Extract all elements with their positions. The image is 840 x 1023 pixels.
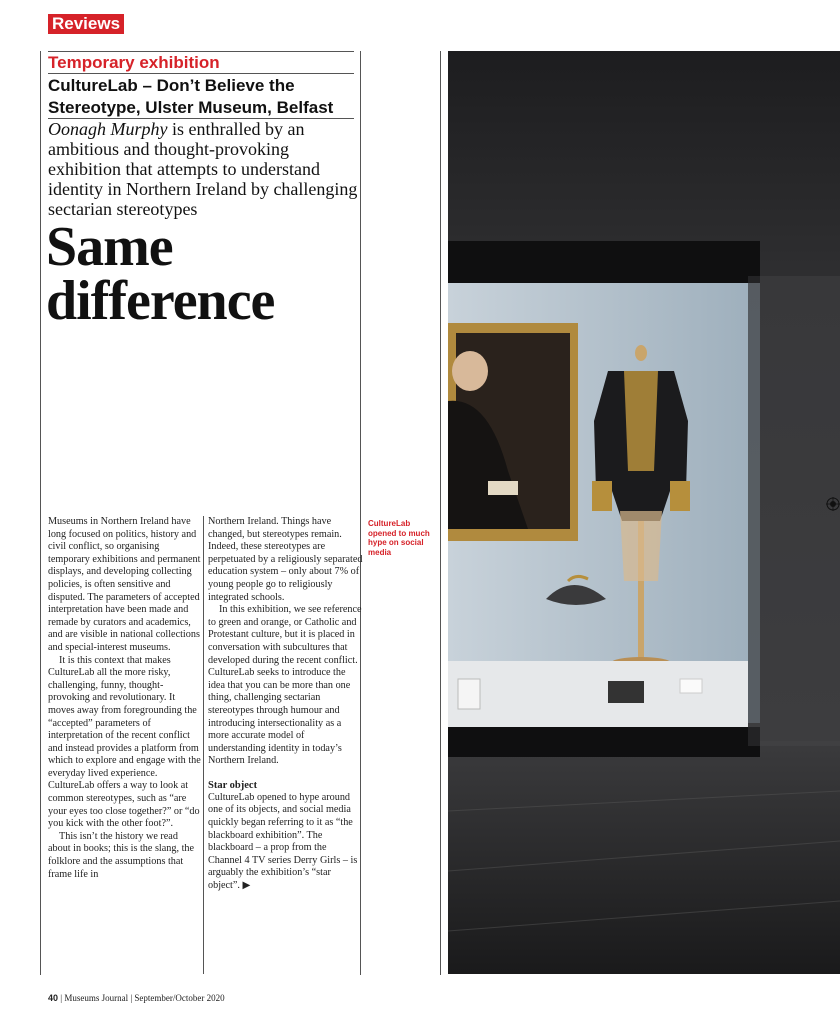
body-paragraph: Museums in Northern Ireland have long focused on politics, history and civil conflict, so organising temporary exhibitions and permanent displays, and developing collecting policies, is often sensitive and disputed. The parameters of accepted interpretation have been made and remade by curators and academics, and are visible in national collections and special-interest museums. (48, 516, 201, 653)
body-column-1 (48, 516, 203, 881)
standfirst (48, 119, 360, 219)
publication-name: Museums Journal (64, 993, 129, 1003)
subheading: Star object (208, 779, 258, 791)
section-label: Reviews (48, 14, 124, 34)
issue-date: September/October 2020 (134, 993, 225, 1003)
body-paragraph: Northern Ireland. Things have changed, but stereotypes remain. Indeed, these stereotypes are perpetuated by a religiously separated education system – only about 7% of young people go to religiously integrated schools. (208, 516, 363, 603)
kicker-top-rule (48, 51, 354, 52)
photo-gutter-rule (440, 51, 441, 975)
subject-line-2: Stereotype, Ulster Museum, Belfast (48, 98, 334, 117)
page-footer: 40 | Museums Journal | September/October 2020 (48, 993, 225, 1003)
subject-line-1: CultureLab – Don’t Believe the (48, 76, 295, 95)
body-paragraph: It is this context that makes CultureLab all the more risky, challenging, funny, thought-provoking and revolutionary. It moves away from foregrounding the “accepted” parameters of interpretation of the recent conflict and instead provides a platform from which to explore and engage with the everyday lived experience. CultureLab offers a way to look at common stereotypes, such as “are your eyes too close together?” or “do you kick with the other foot?”. (48, 654, 201, 830)
page-number: 40 (48, 993, 59, 1003)
standfirst-author: Oonagh Murphy (48, 119, 168, 139)
exhibition-photo (448, 51, 840, 974)
body-paragraph: In this exhibition, we see reference to green and orange, or Catholic and Protestant culture, but it is placed in conversation with subcultures that developed during the recent conflict. CultureLab seeks to introduce the idea that you can be more than one thing, challenging sectarian stereotypes through humour and introducing intersectionality as a more accurate model of understanding identity in today’s Northern Ireland. (208, 604, 362, 767)
article-subject (48, 75, 358, 119)
standfirst-text: is enthralled by an ambitious and thought-provoking exhibition that attempts to understand identity in Northern Ireland by challenging sectarian stereotypes (48, 119, 358, 219)
kicker-bottom-rule (48, 73, 354, 74)
headline-line-1: Same (46, 216, 173, 278)
photo-caption: CultureLab opened to much hype on social media (368, 519, 430, 557)
headline-line-2: difference (46, 270, 275, 332)
headline (46, 216, 366, 332)
article-kicker: Temporary exhibition (48, 53, 220, 72)
registration-mark-icon (826, 497, 840, 511)
left-column-rule (40, 51, 41, 975)
body-paragraph: This isn’t the history we read about in books; this is the slang, the folklore and the assumptions that frame life in (48, 830, 195, 880)
body-paragraph: CultureLab opened to hype around one of its objects, and social media quickly began referring to it as “the blackboard exhibition”. The blackboard – a prop from the Channel 4 TV series Derry Girls – is arguably the exhibition’s “star object”. ▶ (208, 791, 358, 892)
body-column-rule (203, 516, 204, 974)
body-column-2 (208, 516, 363, 893)
